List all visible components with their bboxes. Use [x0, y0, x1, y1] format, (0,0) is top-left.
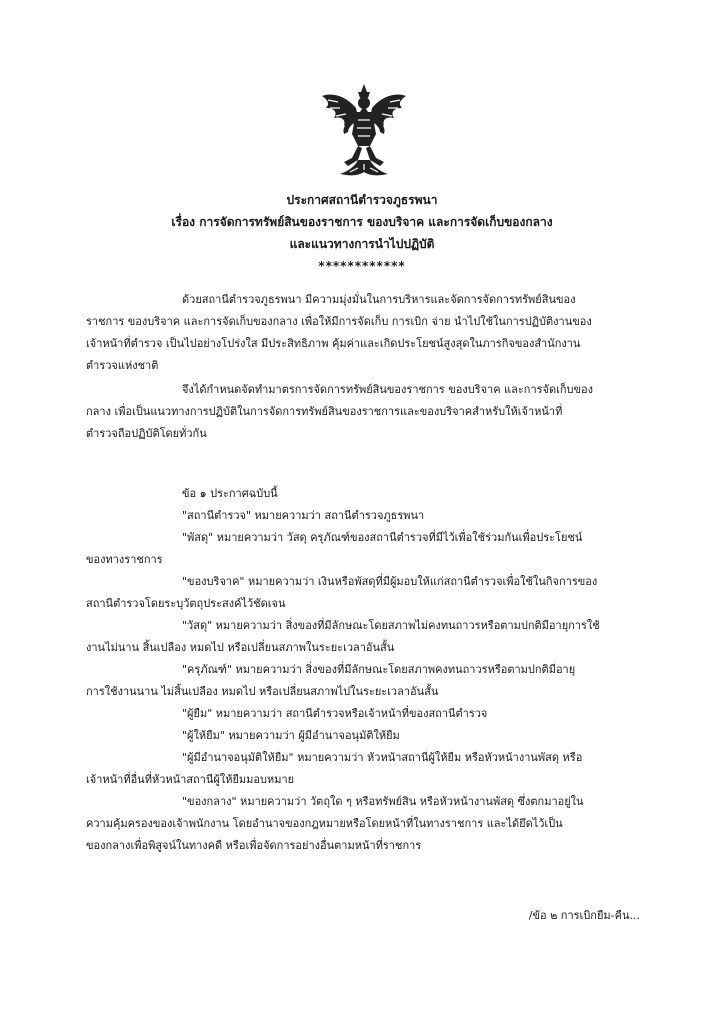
definition-line: "ครุภัณฑ์" หมายความว่า สิ่งของที่มีลักษณะโดยสภาพคงทนถาวรหรือตามปกติมีอายุ — [182, 663, 576, 676]
text-line: จึงได้กำหนดจัดทำมาตรการจัดการทรัพย์สินของราชการ ของบริจาค และการจัดเก็บของ — [182, 383, 594, 396]
definition-line: ของกลางเพื่อพิสูจน์ในทางคดี หรือเพื่อจัดการอย่างอื่นตามหน้าที่ราชการ — [86, 839, 422, 852]
definition-line: เจ้าหน้าที่อื่นที่หัวหน้าสถานีผู้ให้ยืมมอบหมาย — [86, 773, 295, 786]
text-line: ตำรวจถือปฏิบัติโดยทั่วกัน — [86, 427, 207, 440]
page-continuation: /ข้อ ๒ การเบิกยืม-คืน... — [528, 909, 640, 922]
text-line: ด้วยสถานีตำรวจภูธรพนา มีความมุ่งมั่นในการบริหารและจัดการจัดการทรัพย์สินของ — [182, 293, 576, 306]
announcement-subject: เรื่อง การจัดการทรัพย์สินของราชการ ของบริจาค และการจัดเก็บของกลาง — [171, 215, 553, 229]
definition-line: สถานีตำรวจโดยระบุวัตถุประสงค์ไว้ชัดเจน — [86, 597, 286, 610]
definition-line: "ของบริจาค" หมายความว่า เงินหรือพัสดุที่มีผู้มอบให้แก่สถานีตำรวจเพื่อใช้ในกิจการของ — [182, 575, 598, 588]
definition-line: งานไม่นาน สิ้นเปลือง หมดไป หรือเปลี่ยนสภาพในระยะเวลาอันสั้น — [86, 641, 395, 654]
announcement-subject-cont: และแนวทางการนำไปปฏิบัติ — [289, 237, 435, 251]
definition-line: การใช้งานนาน ไม่สิ้นเปลือง หมดไป หรือเปลี่ยนสภาพไปในระยะเวลาอันสั้น — [86, 685, 439, 698]
garuda-emblem-icon — [318, 82, 410, 180]
text-line: กลาง เพื่อเป็นแนวทางการปฏิบัติในการจัดการทรัพย์สินของราชการและของบริจาคสำหรับให้เจ้าหน้าที่ — [86, 405, 563, 418]
announcement-title: ประกาศสถานีตำรวจภูธรพนา — [286, 193, 438, 207]
definition-line: "พัสดุ" หมายความว่า วัสดุ ครุภัณฑ์ของสถานีตำรวจที่มีไว้เพื่อใช้ร่วมกันเพื่อประโยชน์ — [182, 531, 583, 544]
definition-line: "วัสดุ" หมายความว่า สิ่งของที่มีลักษณะโดยสภาพไม่คงทนถาวรหรือตามปกติมีอายุการใช้ — [182, 619, 600, 632]
text-line: ตำรวจแห่งชาติ — [86, 359, 159, 372]
separator: ************ — [318, 259, 406, 273]
definition-line: ของทางราชการ — [86, 553, 163, 566]
clause-heading: ข้อ ๑ ประกาศฉบับนี้ — [182, 487, 278, 500]
definition-line: "สถานีตำรวจ" หมายความว่า สถานีตำรวจภูธรพนา — [182, 509, 425, 522]
text-line: เจ้าหน้าที่ตำรวจ เป็นไปอย่างโปร่งใส มีประสิทธิภาพ คุ้มค่าและเกิดประโยชน์สูงสุดในภารกิจของสำนักงาน — [86, 337, 581, 350]
definition-line: "ผู้ให้ยืม" หมายความว่า ผู้มีอำนาจอนุมัติให้ยืม — [182, 729, 400, 742]
definition-line: "ผู้ยืม" หมายความว่า สถานีตำรวจหรือเจ้าหน้าที่ของสถานีตำรวจ — [182, 707, 488, 720]
definition-line: "ของกลาง" หมายความว่า วัตถุใด ๆ หรือทรัพย์สิน หรือหัวหน้างานพัสดุ ซึ่งตกมาอยู่ใน — [182, 795, 584, 808]
definition-line: ความคุ้มครองของเจ้าพนักงาน โดยอำนาจของกฎหมายหรือโดยหน้าที่ในทางราชการ และได้ยึดไว้เป็น — [86, 817, 563, 830]
definition-line: "ผู้มีอำนาจอนุมัติให้ยืม" หมายความว่า หัวหน้าสถานีผู้ให้ยืม หรือหัวหน้างานพัสดุ หรือ — [182, 751, 583, 764]
text-line: ราชการ ของบริจาค และการจัดเก็บของกลาง เพื่อให้มีการจัดเก็บ การเบิก จ่าย นำไปใช้ในการปฏิบัติงานของ — [86, 315, 592, 328]
